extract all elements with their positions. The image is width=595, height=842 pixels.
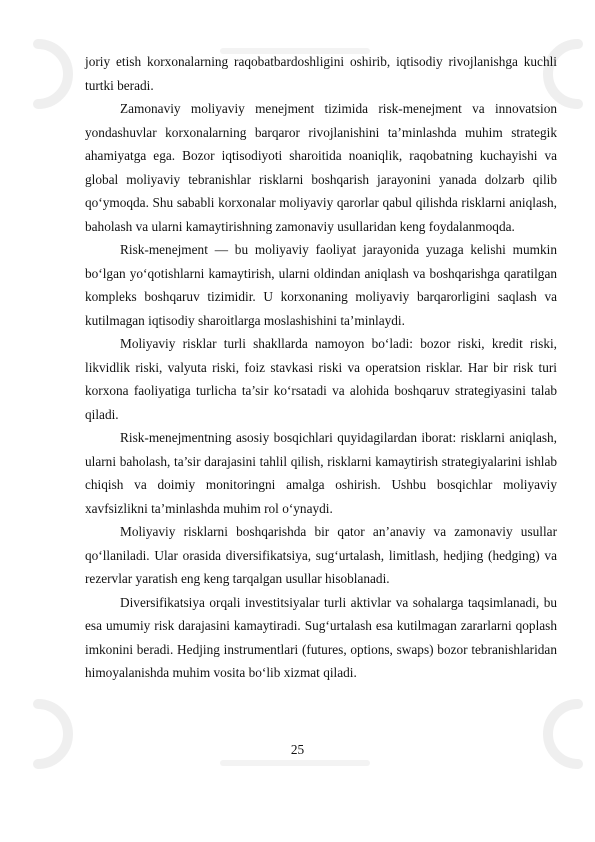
paragraph-financial-risk-types: Moliyaviy risklar turli shakllarda namoyon bo‘ladi: bozor riski, kredit riski, likvidlik riski, valyuta riski, foiz stavkasi riski va operatsion risklar. Har bir risk turi korxona faoliyatiga turlicha ta’sir ko‘rsatadi va alohida boshqaruv strategiyasini talab qiladi. — [85, 336, 557, 422]
paragraph-risk-management-methods: Moliyaviy risklarni boshqarishda bir qator an’anaviy va zamonaviy usullar qo‘llaniladi. Ular orasida diversifikatsiya, sug‘urtalash, limitlash, hedjing (hedging) va rezervlar yaratish eng keng tarqalgan usullar hisoblanadi. — [85, 524, 557, 586]
paragraph-risk-management-stages: Risk-menejmentning asosiy bosqichlari quyidagilardan iborat: risklarni aniqlash, ularni baholash, ta’sir darajasini tahlil qilish, risklarni kamaytirish strategiyalarini ishlab chiqish va doimiy monitoringni amalga oshirish. Ushbu bosqichlar moliyaviy xavfsizlikni ta’minlashda muhim rol o‘ynaydi. — [85, 430, 557, 516]
paragraph-risk-management-definition: Risk-menejment — bu moliyaviy faoliyat jarayonida yuzaga kelishi mumkin bo‘lgan yo‘qotishlarni kamaytirish, ularni oldindan aniqlash va boshqarishga qaratilgan kompleks boshqaruv tizimidir. U korxonaning moliyaviy barqarorligini saqlash va kutilmagan iqtisodiy sharoitlarga moslashishini ta’minlaydi. — [85, 242, 557, 328]
paragraph-continuation: joriy etish korxonalarning raqobatbardoshligini oshirib, iqtisodiy rivojlanishga kuchli turtki beradi. — [85, 54, 557, 93]
document-body — [85, 50, 557, 685]
page-number: 25 — [290, 742, 305, 757]
paragraph-risk-management-intro: Zamonaviy moliyaviy menejment tizimida risk-menejment va innovatsion yondashuvlar korxonalarning barqaror rivojlanishini ta’minlashda muhim strategik ahamiyatga ega. Bozor iqtisodiyoti sharoitida noaniqlik, raqobatning kuchayishi va global moliyaviy tebranishlar risklarni boshqarish jarayonini yanada dolzarb qilib qo‘ymoqda. Shu sababli korxonalar moliyaviy qarorlar qabul qilishda risklarni aniqlash, baholash va ularni kamaytirishning zamonaviy usullaridan keng foydalanmoqda. — [85, 101, 557, 234]
paragraph-diversification-hedging: Diversifikatsiya orqali investitsiyalar turli aktivlar va sohalarga taqsimlanadi, bu esa umumiy risk darajasini kamaytiradi. Sug‘urtalash esa kutilmagan zararlarni qoplash imkonini beradi. Hedjing instrumentlari (futures, options, swaps) bozor tebranishlaridan himoyalanishda muhim vosita bo‘lib xizmat qiladi. — [85, 594, 557, 680]
